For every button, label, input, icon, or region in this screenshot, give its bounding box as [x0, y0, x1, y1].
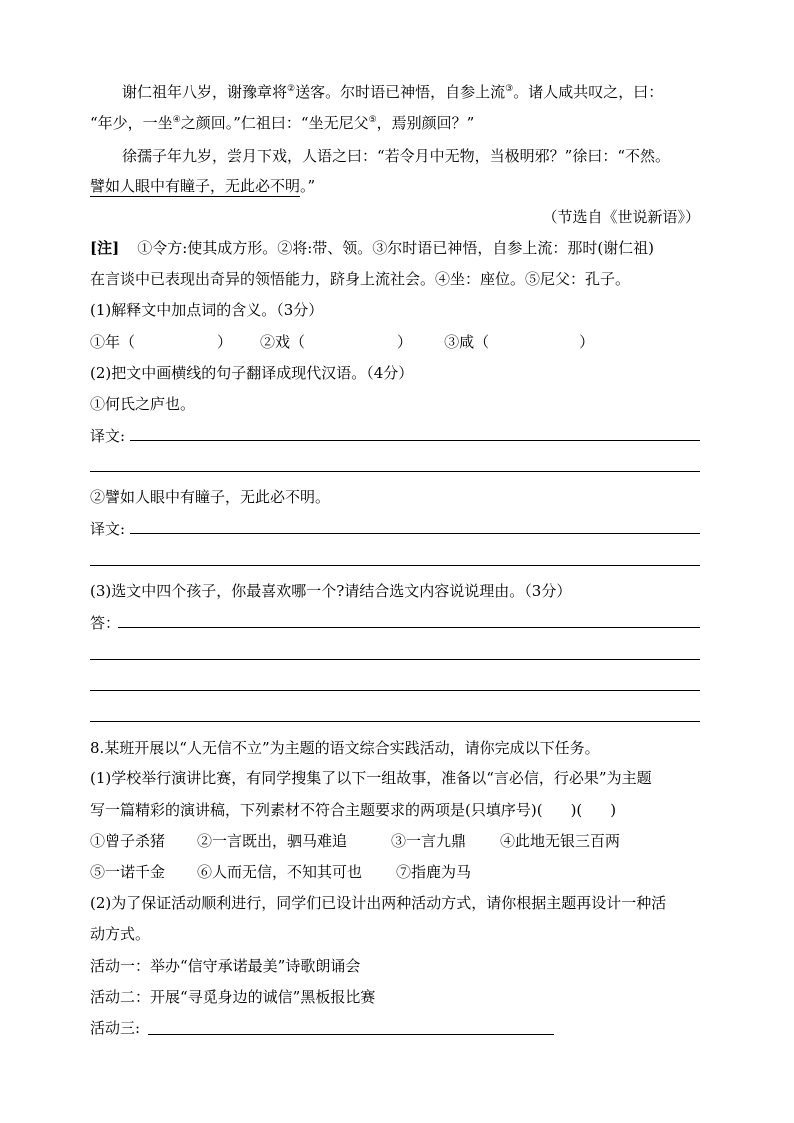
answer-line[interactable]	[90, 471, 700, 472]
activity-item: 活动二：开展“寻觅身边的诚信”黑板报比赛	[90, 988, 376, 1006]
answer-line[interactable]	[90, 721, 700, 722]
passage-text: ，焉别颜回？”	[376, 114, 475, 132]
answer-label: 译文:	[90, 520, 126, 538]
question-title: (1)解释文中加点词的含义。（3分）	[90, 301, 324, 319]
q8-text	[90, 800, 616, 820]
q2-sentence: ①何氏之庐也。	[90, 395, 196, 413]
option-item: ④此地无银三百两	[500, 832, 621, 850]
footnote-mark: ③	[505, 84, 514, 94]
q1-item: ②戏（	[260, 333, 306, 351]
q1-items	[90, 332, 594, 352]
options-row	[90, 831, 620, 851]
answer-line[interactable]	[148, 1034, 554, 1035]
option-item: ③一言九鼎	[391, 832, 467, 850]
activity-label: 活动三:	[90, 1019, 141, 1037]
passage-text: “年少，一坐	[90, 114, 173, 132]
answer-line[interactable]	[90, 565, 700, 566]
bracket: )(	[570, 801, 583, 819]
option-item: ②一言既出，驷马难追	[197, 832, 348, 850]
q1-item: ①年（	[90, 333, 136, 351]
passage-line: 徐孺子年九岁，尝月下戏，人语之曰：“若令月中无物，当极明邪？”徐曰：“不然。	[122, 147, 671, 165]
option-item: ①曾子杀猪	[90, 832, 166, 850]
question-title: (2)把文中画横线的句子翻译成现代汉语。（4分）	[90, 364, 414, 382]
answer-line[interactable]	[90, 690, 700, 691]
option-item: ⑥人而无信，不知其可也	[197, 863, 363, 881]
answer-label: 译文:	[90, 427, 126, 445]
source-citation: （节选自《世说新语》）	[542, 208, 700, 226]
question-title: 8.某班开展以“人无信不立”为主题的语文综合实践活动，请你完成以下任务。	[90, 739, 600, 757]
bracket: ）	[579, 333, 595, 351]
passage-text: 。诸人咸共叹之，曰：	[513, 83, 664, 101]
answer-line[interactable]	[130, 440, 700, 441]
q8-text: (2)为了保证活动顺利进行，同学们已设计出两种活动方式，请你根据主题再设计一种活	[90, 894, 667, 912]
q8-text: (1)学校举行演讲比赛，有同学搜集了以下一组故事，准备以“言必信，行必果”为主题	[90, 769, 652, 787]
passage-text: 送客。尔时语已神悟，自参上流	[295, 83, 506, 101]
option-item: ⑦指鹿为马	[396, 863, 472, 881]
q8-text-part: 写一篇精彩的演讲稿，下列素材不符合主题要求的两项是(只填序号)(	[90, 801, 543, 819]
q8-text: 动方式。	[90, 925, 151, 943]
answer-line[interactable]	[118, 627, 700, 628]
options-row	[90, 862, 471, 882]
notes-line: 在言谈中已表现出奇异的领悟能力，跻身上流社会。④坐：座位。⑤尼父：孔子。	[90, 270, 631, 288]
bracket: ）	[397, 333, 413, 351]
q1-item: ③咸（	[444, 333, 490, 351]
notes-text: ①令方:使其成方形。②将:带、领。③尔时语已神悟，自参上流：那时(谢仁祖)	[137, 239, 655, 257]
footnote-mark: ⑤	[368, 115, 377, 125]
footnote-mark: ②	[287, 84, 296, 94]
notes-label: [注]	[90, 239, 120, 257]
q2-sentence: ②譬如人眼中有瞳子，无此必不明。	[90, 488, 331, 506]
passage-text: 谢仁祖年八岁，谢豫章将	[122, 83, 288, 101]
passage-line	[122, 82, 663, 102]
footnote-mark: ④	[172, 115, 181, 125]
passage-line	[90, 113, 474, 133]
answer-label: 答：	[90, 614, 121, 632]
answer-line[interactable]	[90, 659, 700, 660]
bracket: ）	[217, 333, 233, 351]
notes-line	[90, 238, 654, 258]
passage-text: 。”	[300, 177, 316, 195]
bracket: )	[610, 801, 617, 819]
question-title: (3)选文中四个孩子，你最喜欢哪一个?请结合选文内容说说理由。（3分）	[90, 582, 572, 600]
passage-text: 之颜回。”仁祖曰：“坐无尼父	[180, 114, 369, 132]
activity-item: 活动一：举办“信守承诺最美”诗歌朗诵会	[90, 957, 361, 975]
passage-line	[90, 176, 315, 196]
underlined-sentence: 譬如人眼中有瞳子，无此必不明	[90, 177, 301, 195]
answer-line[interactable]	[130, 533, 700, 534]
option-item: ⑤一诺千金	[90, 863, 166, 881]
